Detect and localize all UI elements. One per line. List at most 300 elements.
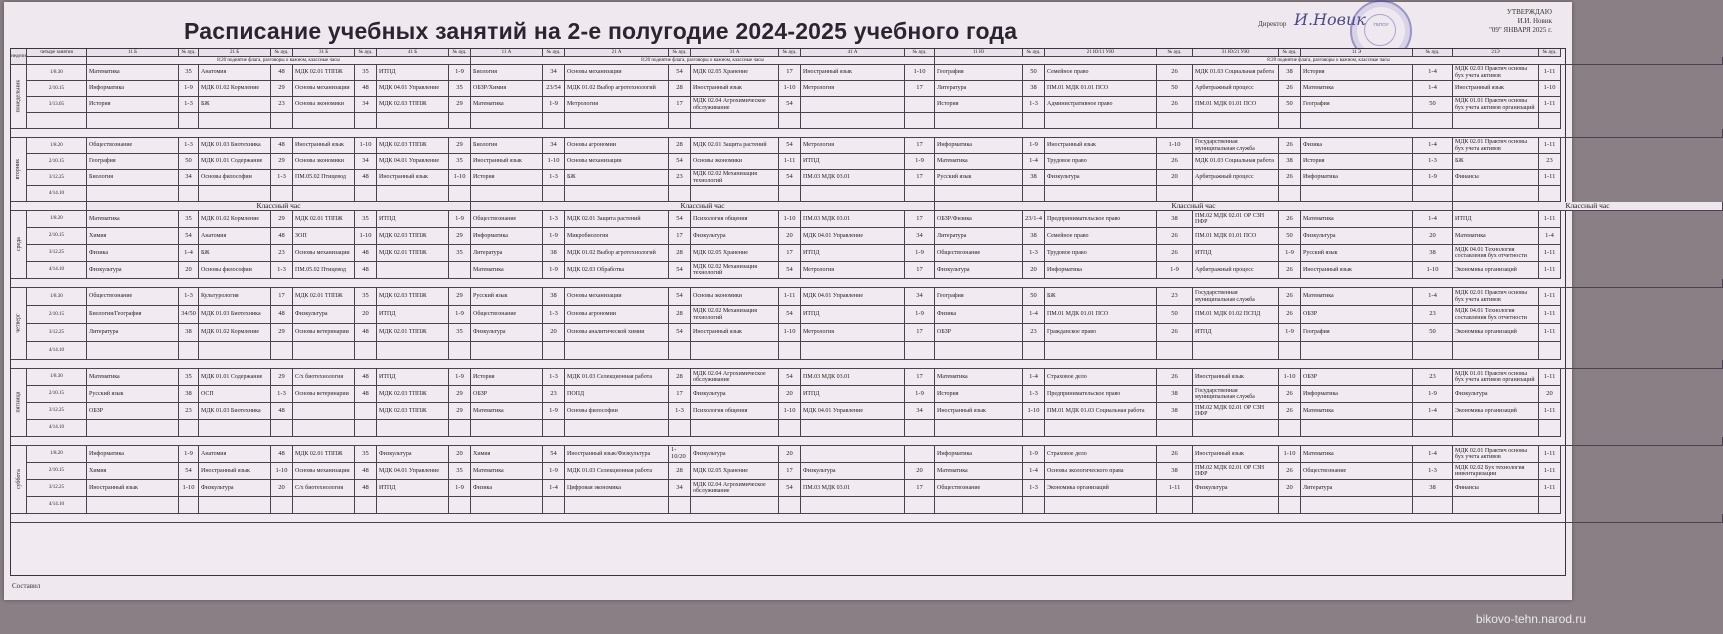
lesson-room: 1-3 (271, 170, 293, 186)
lesson-room: 29 (449, 403, 471, 420)
lesson-room: 1-11 (1539, 324, 1561, 342)
compiler-label: Составил (12, 582, 41, 590)
lesson-subject: ИТПД (801, 306, 905, 324)
lesson-room (355, 113, 377, 129)
lesson-room: 28 (669, 245, 691, 262)
lesson-subject: Литература (935, 228, 1023, 245)
lesson-subject (935, 420, 1023, 437)
lesson-room: 38 (179, 324, 199, 342)
lesson-room: 35 (355, 65, 377, 81)
lesson-room: 1-11 (1539, 288, 1561, 306)
lesson-subject: Информатика (471, 228, 543, 245)
lesson-room: 23 (271, 245, 293, 262)
lesson-subject: Обществознание (471, 211, 543, 228)
lesson-subject: Биология/География (87, 306, 179, 324)
lesson-room: 1-3 (179, 288, 199, 306)
lesson-subject: Русский язык (471, 288, 543, 306)
lesson-room: 1-10 (1279, 446, 1301, 463)
lesson-subject: ПОПД (565, 386, 669, 403)
lesson-subject: Литература (87, 324, 179, 342)
lesson-subject (1453, 497, 1539, 514)
lesson-subject: Основы экологического права (1045, 463, 1157, 480)
lesson-room: 48 (271, 446, 293, 463)
lesson-subject: Культурология (199, 288, 271, 306)
lesson-room: 1-9 (449, 65, 471, 81)
lesson-subject (691, 497, 779, 514)
lesson-subject: МДК 02.03 ТППЖ (377, 386, 449, 403)
lesson-subject: ПМ.01 МДК 01.01 ПСО (1193, 228, 1279, 245)
lesson-room: 29 (271, 154, 293, 170)
lesson-subject: Обществознание (87, 138, 179, 154)
lesson-subject (293, 186, 355, 202)
lesson-room: 50 (1157, 306, 1193, 324)
lesson-subject: Обществознание (471, 306, 543, 324)
lesson-room: 54 (779, 170, 801, 186)
lesson-room: 17 (779, 65, 801, 81)
lesson-room: 20 (543, 324, 565, 342)
lesson-room (1539, 420, 1561, 437)
lesson-room: 1-4 (1413, 138, 1453, 154)
lesson-subject: С/х биотехнология (293, 369, 355, 386)
lesson-subject: ПМ.05.02 Птицевод (293, 170, 355, 186)
lesson-room: 38 (543, 288, 565, 306)
lesson-room: 26 (1279, 138, 1301, 154)
lesson-room: 38 (1157, 211, 1193, 228)
lesson-room: 1-9 (905, 306, 935, 324)
lesson-room: 1-11 (1539, 306, 1561, 324)
lesson-subject (377, 262, 449, 279)
lesson-subject: География (87, 154, 179, 170)
lesson-subject: Анатомия (199, 65, 271, 81)
lesson-room: 54 (779, 480, 801, 497)
lesson-room (271, 420, 293, 437)
lesson-room (449, 497, 471, 514)
lesson-subject (1453, 113, 1539, 129)
lesson-subject: Основы механизации (565, 288, 669, 306)
lesson-subject: Биология (471, 138, 543, 154)
lesson-subject: ИТПД (377, 306, 449, 324)
lesson-room: 1-9 (1023, 446, 1045, 463)
lesson-subject: Информатика (87, 81, 179, 97)
lesson-subject: ПМ.05.02 Птицевод (293, 262, 355, 279)
lesson-subject: Литература (1301, 480, 1413, 497)
lesson-subject (1193, 342, 1279, 360)
lesson-subject: МДК 01.03 Биотехника (199, 306, 271, 324)
lesson-subject: История (935, 386, 1023, 403)
lesson-room: 17 (905, 369, 935, 386)
lesson-subject: Основы философии (565, 403, 669, 420)
lesson-room: 1-4 (1413, 81, 1453, 97)
lesson-room: 48 (271, 65, 293, 81)
lesson-room: 48 (355, 463, 377, 480)
lesson-subject (565, 497, 669, 514)
lesson-room: 35 (179, 369, 199, 386)
lesson-room: 1-11 (1157, 480, 1193, 497)
lesson-subject: ПМ.02 МДК 02.01 ОР СЗН ПФР (1193, 403, 1279, 420)
lesson-subject: МДК 02.03 ТППЖ (377, 288, 449, 306)
time-slot: 4/14.10 (27, 186, 87, 202)
lesson-subject: МДК 02.02 Механизация технологий (691, 306, 779, 324)
lesson-subject: МДК 04.01 Управление (801, 403, 905, 420)
day-label (11, 211, 27, 279)
day-name: вторник (15, 159, 22, 180)
lesson-subject: Физика (87, 245, 179, 262)
lesson-subject (1301, 342, 1413, 360)
lesson-subject: Страховое дело (1045, 446, 1157, 463)
lesson-subject: Математика (935, 369, 1023, 386)
lesson-room: 34 (179, 170, 199, 186)
time-slot: 2/10.15 (27, 154, 87, 170)
day-name: пятница (15, 392, 22, 413)
lesson-room (1413, 113, 1453, 129)
lesson-subject: Психология общения (691, 403, 779, 420)
lesson-subject: Математика (1301, 288, 1413, 306)
lesson-room: 35 (449, 245, 471, 262)
approval-name: И.И. Новик (1517, 17, 1552, 25)
lesson-subject: Иностранный язык (1453, 81, 1539, 97)
lesson-room (905, 97, 935, 113)
lesson-subject: Иностранный язык (1193, 369, 1279, 386)
lesson-subject: Государственная муниципальная служба (1193, 386, 1279, 403)
lesson-room: 48 (355, 81, 377, 97)
time-slot: 3/12.25 (27, 245, 87, 262)
header-room: № ауд. (543, 49, 565, 57)
lesson-room (179, 186, 199, 202)
lesson-room: 1-11 (1539, 446, 1561, 463)
time-slot: 2/10.15 (27, 386, 87, 403)
lesson-room: 34 (355, 154, 377, 170)
lesson-room: 1-11 (1539, 262, 1561, 279)
lesson-subject: Математика (935, 463, 1023, 480)
lesson-subject: Русский язык (935, 170, 1023, 186)
lesson-room: 1-10/20 (669, 446, 691, 463)
lesson-subject (471, 186, 543, 202)
lesson-room: 38 (179, 386, 199, 403)
lesson-subject: Основы экономики (293, 97, 355, 113)
lesson-room (779, 186, 801, 202)
lesson-room: 1-10 (179, 480, 199, 497)
lesson-subject: МДК 02.03 Практич основы бух учета активов (1453, 65, 1539, 81)
lesson-room: 26 (1279, 386, 1301, 403)
approval-label: УТВЕРЖДАЮ (1506, 8, 1552, 16)
lesson-subject: ИТПД (377, 65, 449, 81)
lesson-subject: МДК 01.03 Социальная работа (1193, 154, 1279, 170)
lesson-subject: Метрология (801, 262, 905, 279)
header-room: № ауд. (355, 49, 377, 57)
lesson-subject (199, 186, 271, 202)
time-slot: 4/14.10 (27, 497, 87, 514)
lesson-room: 48 (271, 306, 293, 324)
time-slot: 3/12.25 (27, 170, 87, 186)
lesson-subject: Основы философии (199, 262, 271, 279)
lesson-subject: МДК 01.02 Кормление (199, 81, 271, 97)
lesson-room: 1-3 (1413, 154, 1453, 170)
lesson-room: 1-9 (543, 228, 565, 245)
lesson-room: 29 (449, 228, 471, 245)
header-group: 11 А (471, 49, 543, 57)
lesson-room (355, 497, 377, 514)
lesson-room: 20 (905, 463, 935, 480)
lesson-room (271, 186, 293, 202)
lesson-subject: МДК 02.03 ТППЖ (377, 97, 449, 113)
lesson-room: 50 (1279, 228, 1301, 245)
lesson-subject (801, 420, 905, 437)
lesson-subject: Иностранный язык/Физкультура (565, 446, 669, 463)
lesson-subject: Экономика организаций (1045, 480, 1157, 497)
lesson-room: 48 (355, 262, 377, 279)
lesson-room: 1-10 (1023, 403, 1045, 420)
lesson-subject: Математика (935, 154, 1023, 170)
lesson-room: 28 (669, 81, 691, 97)
lesson-room: 17 (905, 138, 935, 154)
lesson-subject: Основы философии (199, 170, 271, 186)
lesson-subject: Физкультура (935, 262, 1023, 279)
lesson-subject: История (935, 97, 1023, 113)
lesson-room (355, 342, 377, 360)
lesson-subject: МДК 02.03 Обработка (565, 262, 669, 279)
lesson-room: 35 (449, 324, 471, 342)
lesson-room: 1-10 (271, 463, 293, 480)
lesson-subject: МДК 02.01 Практич основы бух учета активов (1453, 288, 1539, 306)
lesson-subject (935, 113, 1023, 129)
lesson-subject: МДК 01.02 Кормление (199, 324, 271, 342)
stamp-text: ГБПОУ (1373, 22, 1389, 27)
lesson-room (905, 497, 935, 514)
lesson-subject (935, 342, 1023, 360)
lesson-room: 26 (1157, 369, 1193, 386)
class-hour-label: Классный час (87, 202, 471, 211)
header-group: 21 А (565, 49, 669, 57)
lesson-subject: Основы экономики (293, 154, 355, 170)
lesson-room: 54 (779, 138, 801, 154)
lesson-subject: Административное право (1045, 97, 1157, 113)
lesson-subject: Информатика (1301, 386, 1413, 403)
lesson-subject: География (935, 288, 1023, 306)
lesson-subject (471, 113, 543, 129)
lesson-room: 20 (1413, 228, 1453, 245)
lesson-subject: МДК 02.01 ТППЖ (377, 324, 449, 342)
lesson-room: 34 (905, 403, 935, 420)
lesson-room: 28 (669, 369, 691, 386)
lesson-subject: МДК 02.01 Практич основы бух учета активов (1453, 446, 1539, 463)
lesson-room: 1-9 (543, 403, 565, 420)
lesson-room: 35 (179, 211, 199, 228)
header-room: № ауд. (779, 49, 801, 57)
lesson-subject: МДК 01.03 Биотехника (199, 403, 271, 420)
lesson-subject: ИТПД (377, 480, 449, 497)
time-slot: 2/10.15 (27, 81, 87, 97)
lesson-subject (565, 342, 669, 360)
lesson-room: 1-11 (1539, 138, 1561, 154)
lesson-room: 20 (271, 480, 293, 497)
day-label (11, 369, 27, 437)
lesson-room: 1-4 (1413, 288, 1453, 306)
lesson-subject (1045, 497, 1157, 514)
lesson-subject: ПМ.01 МДК 01.01 ПСО (1045, 81, 1157, 97)
lesson-room: 29 (271, 81, 293, 97)
lesson-room: 1-9 (179, 81, 199, 97)
lesson-room: 1-3 (543, 170, 565, 186)
lesson-room: 17 (905, 170, 935, 186)
day-label (11, 446, 27, 514)
header-room: № ауд. (1023, 49, 1045, 57)
lesson-room (669, 113, 691, 129)
lesson-room: 1-11 (1539, 463, 1561, 480)
lesson-room (543, 497, 565, 514)
lesson-subject (1301, 186, 1413, 202)
lesson-room: 1-9 (1279, 245, 1301, 262)
lesson-subject (293, 420, 355, 437)
lesson-subject: История (471, 170, 543, 186)
lesson-room (271, 342, 293, 360)
schedule-sheet (4, 2, 1610, 600)
lesson-subject: ИТПД (377, 211, 449, 228)
lesson-subject: МДК 02.04 Агрохимическое обслуживание (691, 369, 779, 386)
lesson-room: 1-10 (1279, 369, 1301, 386)
lesson-subject: МДК 02.04 Агрохимическое обслуживание (691, 480, 779, 497)
lesson-subject: Страховое дело (1045, 369, 1157, 386)
lesson-room: 50 (1413, 97, 1453, 113)
lesson-room: 1-9 (449, 480, 471, 497)
lesson-subject (199, 497, 271, 514)
lesson-room: 1-9 (543, 97, 565, 113)
lesson-subject: БЖ (565, 170, 669, 186)
lesson-subject: Иностранный язык (199, 463, 271, 480)
lesson-subject: Иностранный язык (1301, 262, 1413, 279)
lesson-room: 26 (1157, 154, 1193, 170)
lesson-room: 20 (179, 262, 199, 279)
time-slot: 4/14.10 (27, 420, 87, 437)
lesson-subject: ОБЗР (87, 403, 179, 420)
lesson-room: 38 (1023, 170, 1045, 186)
lesson-room: 17 (905, 262, 935, 279)
lesson-room: 48 (355, 369, 377, 386)
lesson-room: 1-10 (1539, 81, 1561, 97)
lesson-room: 17 (905, 81, 935, 97)
lesson-room: 54 (779, 306, 801, 324)
lesson-subject: МДК 02.01 ТППЖ (293, 446, 355, 463)
lesson-subject (1193, 113, 1279, 129)
lesson-room: 1-9 (1279, 324, 1301, 342)
lesson-room: 34 (905, 228, 935, 245)
lesson-room: 29 (449, 138, 471, 154)
lesson-room: 26 (1279, 288, 1301, 306)
lesson-subject (801, 497, 905, 514)
lesson-room (1023, 342, 1045, 360)
lesson-subject: Предпринимательское право (1045, 211, 1157, 228)
lesson-room: 1-9 (1413, 386, 1453, 403)
lesson-subject: ПМ.01 МДК 01.02 ПСПД (1193, 306, 1279, 324)
lesson-room: 35 (449, 154, 471, 170)
lesson-subject (1453, 342, 1539, 360)
lesson-room: 1-3 (179, 138, 199, 154)
lesson-subject: Иностранный язык (691, 324, 779, 342)
lesson-room: 1-9 (905, 245, 935, 262)
lesson-room (449, 342, 471, 360)
lesson-subject (199, 113, 271, 129)
lesson-subject: МДК 01.03 Биотехника (199, 138, 271, 154)
class-hour-label: Классный час (935, 202, 1453, 211)
lesson-room: 1-9 (179, 446, 199, 463)
shift-note-text: 8:20 поднятие флага, разговоры о важном, классные часы (87, 57, 471, 65)
lesson-room: 1-11 (1539, 170, 1561, 186)
lesson-room: 29 (449, 288, 471, 306)
lesson-subject: ИТПД (801, 245, 905, 262)
time-slot: 1/8.20 (27, 446, 87, 463)
lesson-subject: Экономика организаций (1453, 324, 1539, 342)
lesson-room: 1-10 (779, 211, 801, 228)
lesson-subject: ПМ.03 МДК 03.01 (801, 480, 905, 497)
lesson-room: 1-9 (905, 154, 935, 170)
header-day: недели (11, 49, 27, 65)
lesson-room: 1-3 (1023, 97, 1045, 113)
lesson-room: 26 (1279, 403, 1301, 420)
lesson-subject: География (935, 65, 1023, 81)
lesson-subject: Цифровая экономика (565, 480, 669, 497)
lesson-room: 20 (1539, 386, 1561, 403)
lesson-room (669, 497, 691, 514)
header-group: 11 Б (87, 49, 179, 57)
lesson-room (905, 186, 935, 202)
lesson-subject (801, 186, 905, 202)
lesson-room: 1-4 (1539, 228, 1561, 245)
lesson-subject: Математика (1301, 403, 1413, 420)
lesson-room: 1-3 (669, 403, 691, 420)
lesson-subject (691, 186, 779, 202)
lesson-room (179, 342, 199, 360)
lesson-room: 17 (905, 211, 935, 228)
lesson-subject: ПМ.01 МДК 01.03 Социальная работа (1045, 403, 1157, 420)
time-slot: 1/8.30 (27, 65, 87, 81)
lesson-room: 1-10 (779, 81, 801, 97)
lesson-subject: Иностранный язык (1045, 138, 1157, 154)
lesson-room: 20 (1279, 480, 1301, 497)
lesson-subject: Информатика (935, 138, 1023, 154)
lesson-room: 26 (1279, 170, 1301, 186)
lesson-subject: МДК 04.01 Технология составления бух отчетности (1453, 306, 1539, 324)
time-slot: 4/14.10 (27, 262, 87, 279)
lesson-room (1279, 113, 1301, 129)
lesson-subject: ПМ.03 МДК 03.01 (801, 170, 905, 186)
lesson-subject: Государственная муниципальная служба (1193, 138, 1279, 154)
lesson-room: 1-3 (271, 262, 293, 279)
lesson-subject (471, 497, 543, 514)
lesson-subject: МДК 01.02 Кормление (199, 211, 271, 228)
lesson-room: 20 (355, 306, 377, 324)
lesson-room: 38 (1157, 403, 1193, 420)
lesson-room (1539, 342, 1561, 360)
shift-note (27, 57, 87, 65)
header-group: 11 Ю (935, 49, 1023, 57)
lesson-room: 23 (1157, 288, 1193, 306)
lesson-subject (1045, 342, 1157, 360)
lesson-subject: Физкультура (1045, 170, 1157, 186)
lesson-subject: Химия (87, 228, 179, 245)
lesson-subject: ПМ.03 МДК 03.01 (801, 369, 905, 386)
lesson-room: 48 (355, 245, 377, 262)
lesson-subject (1193, 186, 1279, 202)
lesson-subject: ЗОП (293, 228, 355, 245)
lesson-subject: Основы агрономии (565, 138, 669, 154)
lesson-subject: БЖ (1453, 154, 1539, 170)
lesson-subject: ОБЗР (1301, 369, 1413, 386)
time-slot: 2/10.15 (27, 463, 87, 480)
lesson-room: 17 (779, 245, 801, 262)
lesson-subject: Микробиология (565, 228, 669, 245)
lesson-room: 1-9 (543, 463, 565, 480)
lesson-subject: Русский язык (87, 386, 179, 403)
lesson-room (179, 497, 199, 514)
